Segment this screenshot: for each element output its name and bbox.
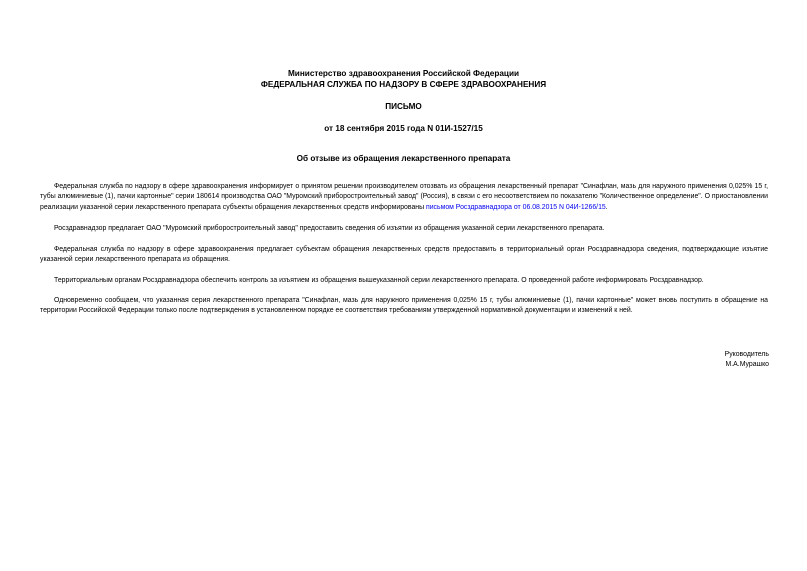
doc-type-title: ПИСЬМО (385, 102, 422, 111)
paragraph-3: Федеральная служба по надзору в сфере здравоохранения предлагает субъектам обращения лекарственных средств предоставить в территориальный орган Росздравнадзора сведения, подтверждающие изъятие указанной серии лекарственного препарата из обращения. (40, 246, 768, 264)
doc-date-number: от 18 сентября 2015 года N 01И-1527/15 (324, 124, 483, 133)
paragraph-4: Территориальным органам Росздравнадзора обеспечить контроль за изъятием из обращения вышеуказанной серии лекарственного препарата. О проведенной работе информировать Росздравнадзор. (54, 277, 704, 284)
paragraph-1 (40, 182, 768, 213)
letter-reference-link[interactable]: письмом Росздравнадзора от 06.08.2015 N 04И-1266/15 (425, 203, 606, 211)
signature-name: М.А.Мурашко (725, 361, 769, 368)
doc-subject: Об отзыве из обращения лекарственного препарата (296, 154, 511, 163)
paragraph-1-text: Федеральная служба по надзору в сфере здравоохранения информирует о принятом решении производителем отозвать из обращения лекарственный препарат "Синафлан, мазь для наружного применения 0,025% 15 г, тубы алюминиевые (1), пачки картонные" серии 180614 производства ОАО "Муромский приборостроительный завод" (Россия), в связи с его несоответствием по показателю "Количественное определение". О приостановлении реализации указанной серии лекарственного препарата субъекты обращения лекарственных средств информированы (40, 183, 768, 211)
ministry-title: Министерство здравоохранения Российской Федерации (287, 69, 520, 78)
service-title: ФЕДЕРАЛЬНАЯ СЛУЖБА ПО НАДЗОРУ В СФЕРЕ ЗДРАВООХРАНЕНИЯ (260, 80, 547, 89)
paragraph-5: Одновременно сообщаем, что указанная серия лекарственного препарата "Синафлан, мазь для наружного применения 0,025% 15 г, тубы алюминиевые (1), пачки картонные" может вновь поступить в обращение на территории Российской Федерации только после подтверждения в установленном порядке ее соответствия требованиям утвержденной нормативной документации и изменений к ней. (40, 297, 768, 315)
paragraph-1-end: . (605, 203, 608, 211)
paragraph-2: Росздравнадзор предлагает ОАО "Муромский приборостроительный завод" предоставить сведения об изъятии из обращения указанной серии лекарственного препарата. (54, 225, 605, 232)
signature-position: Руководитель (724, 351, 769, 358)
